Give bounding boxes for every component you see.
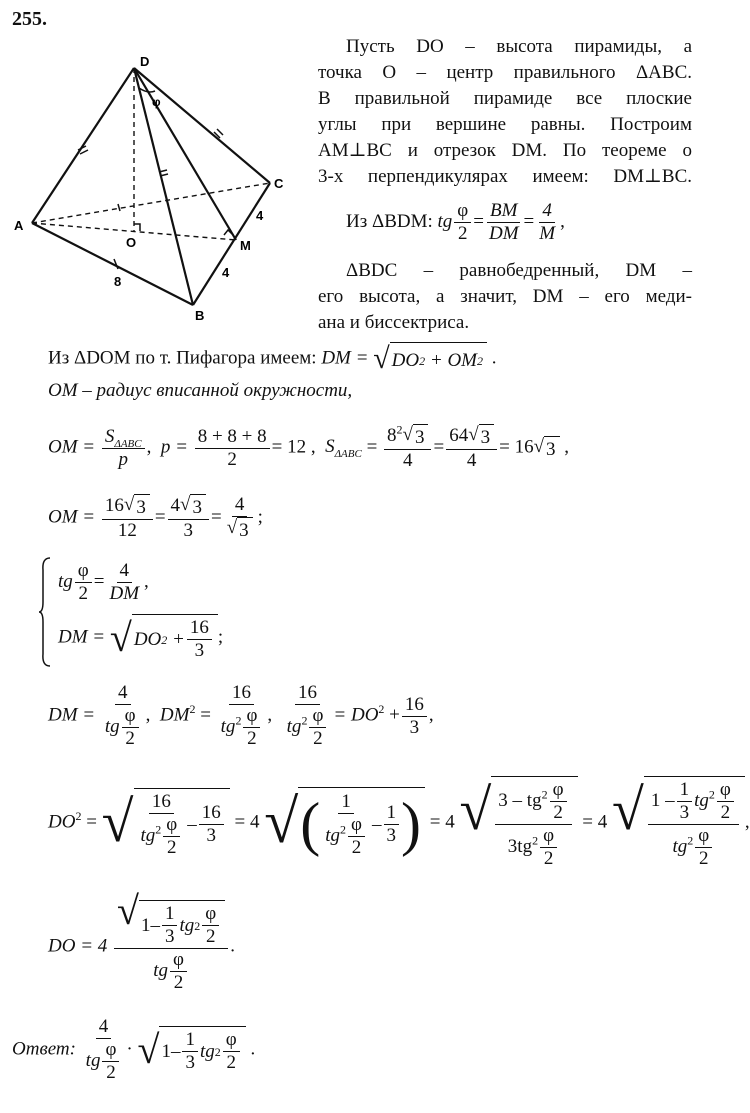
factor-four: = 4 bbox=[582, 811, 608, 833]
answer-label: Ответ: bbox=[12, 1038, 76, 1060]
exponent: 2 bbox=[687, 833, 694, 848]
period: . bbox=[230, 935, 235, 957]
label-b: B bbox=[195, 308, 205, 323]
do-term: = DO bbox=[333, 704, 379, 726]
denominator: 2 bbox=[313, 728, 323, 749]
edge-bc bbox=[193, 183, 270, 305]
sixtyfour: 64 bbox=[449, 424, 469, 446]
system-line-1: tg $\frac{\varphi}{2}$ = $\frac{4}{DM}$ , bbox=[58, 560, 149, 604]
denominator: 2 bbox=[106, 1062, 116, 1083]
system-brace bbox=[38, 556, 52, 668]
period: . bbox=[491, 347, 497, 369]
label-d: D bbox=[140, 54, 150, 69]
subscript: ΔABC bbox=[334, 448, 362, 461]
bm-numerator: BM bbox=[487, 200, 520, 223]
three: 3 bbox=[409, 716, 420, 738]
four-numerator: 4 bbox=[539, 200, 555, 223]
four: 4 bbox=[96, 1016, 112, 1039]
four: 4 bbox=[115, 682, 131, 705]
exponent: 2 bbox=[155, 822, 162, 837]
phi-symbol: φ bbox=[540, 825, 557, 848]
p-result: = 12 , bbox=[271, 436, 316, 458]
denominator: 2 bbox=[699, 848, 709, 869]
three: 3 bbox=[183, 520, 193, 541]
label-phi: φ bbox=[152, 95, 161, 109]
exponent: 2 bbox=[378, 702, 385, 717]
phi-symbol: φ bbox=[202, 903, 219, 926]
eq-dom: Из ΔDOM по т. Пифагора имеем: DM = √ DO 2 + OM 2 . bbox=[48, 342, 497, 375]
factor-four: = 4 bbox=[234, 811, 260, 833]
eq-dm-squared bbox=[48, 682, 434, 750]
three: 3 bbox=[479, 424, 495, 449]
exponent: 2 bbox=[301, 713, 308, 728]
denominator: 2 bbox=[247, 728, 257, 749]
edge-db bbox=[134, 68, 193, 305]
four: 4 bbox=[232, 494, 248, 517]
problem-number: 255. bbox=[12, 8, 47, 30]
equals: = bbox=[86, 811, 97, 833]
comma: , bbox=[145, 704, 151, 726]
three: 3 bbox=[413, 424, 429, 449]
dm-lhs: DM = bbox=[48, 704, 96, 726]
plus: + bbox=[389, 704, 400, 726]
phi-symbol: φ bbox=[309, 705, 326, 728]
edge-ac bbox=[32, 183, 270, 223]
denominator: 4 bbox=[403, 450, 413, 471]
three: 3 bbox=[679, 802, 690, 823]
pyramid-figure bbox=[10, 50, 310, 325]
three: 3 bbox=[206, 825, 217, 846]
plus: + bbox=[429, 349, 443, 371]
m-denominator: M bbox=[539, 223, 556, 244]
three: 3 bbox=[190, 494, 206, 519]
subscript: ΔABC bbox=[114, 437, 142, 450]
three: 3 bbox=[544, 436, 560, 461]
eq-om-area: OM = $\frac{S_{\Delta ABC}}{p}$ , p = $\frac{8 + 8 + 8}{2}$ = 12 , $S_{\Delta ABC}$ = $8^2$ √ 3 4 = 64 √ 3 4 = 16 √ 3 , bbox=[48, 422, 570, 471]
comma: , bbox=[744, 811, 750, 833]
four: 4 bbox=[170, 494, 181, 516]
three-tg: 3tg bbox=[507, 835, 533, 857]
phi-symbol: φ bbox=[122, 705, 139, 728]
three: 3 bbox=[194, 640, 205, 661]
three: 3 bbox=[134, 494, 150, 519]
exponent: 2 bbox=[75, 809, 82, 824]
dm-denominator: DM bbox=[488, 223, 519, 244]
denominator: 2 bbox=[227, 448, 237, 470]
eq-bdm-prefix: Из ΔBDM: bbox=[346, 210, 433, 232]
exponent: 2 bbox=[708, 787, 715, 802]
dot: · bbox=[126, 1038, 133, 1060]
intro-line: точка O – центр правильного ΔABC. bbox=[318, 62, 692, 83]
one: 1 bbox=[384, 802, 400, 825]
edge-da bbox=[32, 68, 134, 223]
intro-line: углы при вершине равны. Построим bbox=[318, 114, 692, 135]
sixteen: 16 bbox=[402, 694, 427, 717]
do-lhs: DO = 4 bbox=[48, 935, 108, 957]
om-radius-line: OM – радиус вписанной окружности, bbox=[48, 380, 353, 401]
phi-symbol: φ bbox=[170, 949, 187, 972]
label-cm: 4 bbox=[256, 208, 264, 223]
comma: , bbox=[428, 704, 434, 726]
intro-line: AM⊥BC и отрезок DM. По теореме о bbox=[318, 140, 692, 161]
edge-dm bbox=[134, 68, 236, 240]
p-lhs: p = bbox=[160, 436, 188, 458]
area-result: = 16 bbox=[499, 436, 534, 458]
denominator: 2 bbox=[543, 848, 554, 869]
do-term: DO bbox=[391, 349, 420, 371]
phi-symbol: φ bbox=[102, 1039, 119, 1062]
tg-text: tg bbox=[325, 824, 341, 846]
minus: – bbox=[372, 813, 382, 835]
denominator: 2 bbox=[226, 1052, 236, 1073]
dm-term: DM bbox=[159, 704, 190, 726]
tg-text: tg bbox=[199, 1040, 215, 1062]
sixteen: 16 bbox=[199, 802, 224, 825]
eq-om-value: OM = 16 √ 3 12 = 4 √ 3 3 = 4 √ 3 ; bbox=[48, 494, 263, 541]
answer-line: Ответ: 4 tg $\frac{\varphi}{2}$ · √ 1 – $\frac{1}{3}$ tg 2 $\frac{\varphi}{2}$ . bbox=[12, 1016, 256, 1083]
one: 1 bbox=[162, 903, 178, 926]
s-symbol: S bbox=[104, 425, 115, 447]
label-m: M bbox=[240, 238, 251, 253]
semicolon: ; bbox=[257, 506, 263, 528]
tg-text: tg bbox=[58, 570, 73, 592]
comma: , bbox=[146, 436, 152, 458]
label-ab: 8 bbox=[114, 274, 122, 289]
tg-text: tg bbox=[85, 1049, 101, 1071]
comma: , bbox=[560, 210, 565, 232]
phi-symbol: φ bbox=[243, 705, 260, 728]
comma: , bbox=[267, 704, 273, 726]
om-lhs: OM = bbox=[48, 506, 96, 528]
om-term: OM bbox=[447, 349, 478, 371]
tg-text: tg bbox=[286, 715, 302, 737]
three: 3 bbox=[185, 1052, 195, 1073]
denominator: 2 bbox=[205, 926, 216, 947]
eq-do: DO = 4 √ 1 – $\frac{1}{3}$ tg 2 $\frac{\varphi}{2}$ tg $\frac{\varphi}{2}$ . bbox=[48, 888, 235, 993]
sum-numerator: 8 + 8 + 8 bbox=[195, 426, 270, 449]
phi-symbol: φ bbox=[695, 825, 712, 848]
sixteen: 16 bbox=[187, 617, 212, 640]
denominator: 2 bbox=[458, 223, 468, 244]
semicolon: ; bbox=[217, 626, 224, 648]
denominator: 4 bbox=[466, 450, 477, 471]
denominator: 2 bbox=[720, 802, 731, 823]
four: 4 bbox=[117, 560, 133, 583]
tg-text: tg bbox=[104, 715, 120, 737]
tg-text: tg bbox=[179, 914, 195, 936]
denominator: 2 bbox=[167, 836, 177, 858]
exponent: 2 bbox=[340, 822, 347, 837]
denominator: 2 bbox=[78, 583, 89, 604]
comma: , bbox=[144, 570, 149, 592]
sixteen: 16 bbox=[104, 494, 124, 516]
system-line-2: DM = √ DO 2 + $\frac{16}{3}$ ; bbox=[58, 615, 224, 661]
phi-symbol: φ bbox=[550, 779, 567, 802]
label-a: A bbox=[14, 218, 24, 233]
exponent: 2 bbox=[396, 422, 403, 437]
do-lhs: DO bbox=[48, 811, 76, 833]
exponent: 2 bbox=[532, 833, 539, 848]
phi-symbol: φ bbox=[75, 560, 92, 583]
tg-text: tg bbox=[694, 789, 709, 811]
sixteen: 16 bbox=[229, 682, 254, 705]
denominator: 2 bbox=[351, 836, 362, 858]
do-term: DO bbox=[133, 628, 162, 650]
eq-do-squared: $DO^2$ = √ 16 $tg^2$ $\frac{\varphi}{2}$ – $\frac{16}{3}$ = 4 √ ( 1 $tg^2$ $\frac{\varphi}{2}$ – $\frac{1}{3}$ ) = 4 √ $3 - tg^2$ $\frac{\varphi}{2}$ $3tg^2$ $\frac{\varphi}{2}$ = 4 √ 1 – $\frac{1}{3}$ $tg^2$ $\frac{\varphi}{2}$ $tg^2$ $\frac{\varphi}{2}$ , bbox=[48, 777, 750, 869]
p-denominator: p bbox=[118, 448, 128, 470]
three-minus-tg: 3 – tg bbox=[498, 789, 542, 811]
denominator: 2 bbox=[553, 802, 563, 823]
minus: – bbox=[150, 914, 160, 936]
bdc-line: его высота, а значит, DM – его меди- bbox=[318, 286, 692, 307]
phi-symbol: φ bbox=[454, 200, 471, 223]
one: 1 bbox=[677, 779, 693, 802]
denominator: 2 bbox=[173, 972, 184, 993]
tg-text: tg bbox=[672, 835, 688, 857]
plus: + bbox=[172, 628, 185, 650]
exponent: 2 bbox=[235, 713, 242, 728]
tg-text: tg bbox=[437, 210, 453, 232]
dm-denominator: DM bbox=[109, 583, 140, 604]
dm-lhs: DM = bbox=[58, 626, 106, 648]
equals: = bbox=[200, 704, 211, 726]
bdc-paragraph bbox=[318, 258, 692, 336]
one-minus: 1 – bbox=[650, 789, 675, 811]
right-angle-o bbox=[134, 224, 140, 231]
comma: , bbox=[564, 436, 570, 458]
tg-text: tg bbox=[140, 824, 156, 846]
intro-paragraph bbox=[318, 34, 692, 190]
three: 3 bbox=[237, 517, 253, 542]
minus: – bbox=[170, 1040, 181, 1062]
om-lhs: OM = bbox=[48, 436, 96, 458]
bdc-line: ана и биссектриса. bbox=[318, 312, 470, 333]
intro-line: Пусть DO – высота пирамиды, а bbox=[346, 36, 692, 57]
exponent: 2 bbox=[541, 787, 548, 802]
twelve: 12 bbox=[117, 520, 137, 541]
sixteen: 16 bbox=[149, 791, 174, 814]
one: 1 bbox=[161, 1040, 171, 1062]
phi-symbol: φ bbox=[348, 814, 365, 837]
one: 1 bbox=[338, 791, 354, 814]
intro-line: В правильной пирамиде все плоские bbox=[318, 88, 692, 109]
sixteen: 16 bbox=[295, 682, 320, 705]
edge-ab bbox=[32, 223, 193, 305]
factor-four: = 4 bbox=[429, 811, 455, 833]
tg-text: tg bbox=[220, 715, 236, 737]
phi-symbol: φ bbox=[163, 814, 180, 837]
tg-text: tg bbox=[153, 959, 169, 981]
one: 1 bbox=[182, 1029, 198, 1052]
period: . bbox=[250, 1038, 256, 1060]
minus: – bbox=[187, 813, 197, 835]
one: 1 bbox=[140, 914, 151, 936]
intro-line: 3-х перпендикулярах имеем: DM⊥BC. bbox=[318, 166, 692, 187]
label-c: C bbox=[274, 176, 284, 191]
exponent: 2 bbox=[189, 702, 196, 717]
eq-bdm: Из ΔBDM: tg $\frac{\varphi}{2}$ = $\frac{BM}{DM}$ = $\frac{4}{M}$ , bbox=[346, 200, 565, 244]
label-o: O bbox=[126, 235, 137, 250]
phi-symbol: φ bbox=[223, 1029, 240, 1052]
three: 3 bbox=[386, 825, 396, 846]
eight: 8 bbox=[387, 424, 397, 446]
phi-symbol: φ bbox=[717, 779, 734, 802]
equals: = bbox=[433, 436, 445, 458]
label-mb: 4 bbox=[222, 265, 230, 280]
dom-text: Из ΔDOM по т. Пифагора имеем: bbox=[48, 347, 317, 369]
equals: = bbox=[366, 436, 378, 458]
dm-lhs: DM = bbox=[321, 347, 369, 369]
three: 3 bbox=[164, 926, 175, 947]
edge-dc bbox=[134, 68, 270, 183]
bdc-line: ΔBDC – равнобедренный, DM – bbox=[346, 260, 692, 281]
s-symbol: S bbox=[325, 436, 335, 458]
denominator: 2 bbox=[125, 728, 135, 749]
